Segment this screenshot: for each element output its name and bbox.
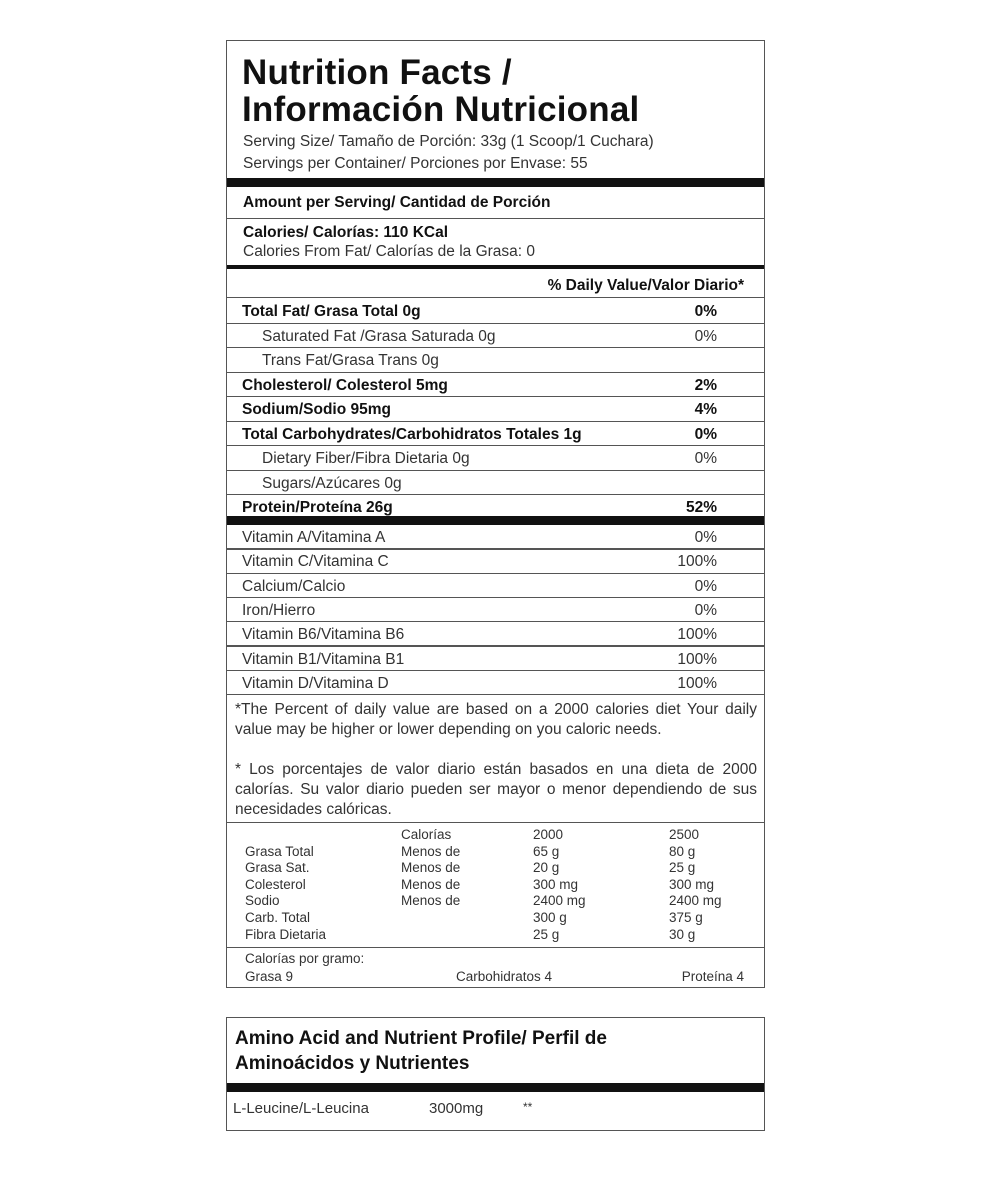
- calories-from-fat: Calories From Fat/ Calorías de la Grasa: 0: [243, 243, 536, 260]
- nutrient-row: [227, 373, 764, 398]
- reference-col-nutrient: [245, 827, 326, 943]
- calories-per-gram-carbs: Carbohidratos 4: [456, 969, 553, 984]
- divider-medium: [227, 265, 764, 269]
- vitamin-row: [227, 525, 764, 549]
- title-line-2: Información Nutricional: [242, 90, 640, 129]
- nutrient-row-percent: 52%: [685, 499, 717, 516]
- vitamin-row-label: Vitamin C/Vitamina C: [242, 553, 389, 571]
- reference-cell: [401, 927, 460, 944]
- vitamin-row-percent: 100%: [677, 674, 717, 692]
- reference-cell: Menos de: [401, 843, 461, 859]
- reference-cell: 25 g: [669, 860, 696, 876]
- divider-thick: [227, 178, 764, 187]
- vitamin-row-label: Iron/Hierro: [242, 601, 316, 619]
- vitamin-row: [227, 598, 764, 622]
- reference-cell: Grasa Total: [245, 843, 314, 859]
- amount-per-serving: Amount per Serving/ Cantidad de Porción: [243, 194, 551, 211]
- nutrient-row-percent: 0%: [694, 303, 717, 320]
- reference-cell: 300 mg: [669, 876, 715, 892]
- reference-cell: 2400 mg: [533, 893, 586, 909]
- reference-cell: Colesterol: [245, 876, 306, 892]
- nutrient-row-percent: 0%: [694, 327, 717, 345]
- vitamin-row-percent: 0%: [694, 577, 717, 595]
- reference-cell: 20 g: [533, 860, 560, 876]
- divider: [227, 822, 764, 823]
- nutrient-row-label: Cholesterol/ Colesterol 5mg: [242, 376, 448, 394]
- reference-cell: Carb. Total: [245, 909, 311, 925]
- reference-cell: 65 g: [533, 843, 560, 859]
- title-line-1: Nutrition Facts /: [242, 53, 512, 92]
- vitamin-row-label: Vitamin B1/Vitamina B1: [242, 650, 405, 668]
- reference-col-2500: [669, 827, 722, 943]
- nutrient-row-percent: 0%: [694, 425, 717, 443]
- amino-title-line-1: Amino Acid and Nutrient Profile/ Perfil de: [235, 1028, 607, 1049]
- servings-per-container: Servings per Container/ Porciones por Envase: 55: [243, 155, 588, 172]
- vitamin-row-label: Vitamin D/Vitamina D: [242, 674, 389, 692]
- nutrient-row-percent: 2%: [694, 376, 717, 394]
- reference-cell: Menos de: [401, 893, 461, 909]
- amino-title-line-2: Aminoácidos y Nutrientes: [235, 1053, 470, 1074]
- vitamin-row: [227, 671, 764, 695]
- vitamin-row-percent: 100%: [677, 553, 717, 571]
- amino-row: [227, 1100, 764, 1122]
- divider: [227, 218, 764, 219]
- reference-cell: 2400 mg: [669, 893, 722, 909]
- nutrient-row-percent: 4%: [694, 401, 717, 418]
- reference-col-2000: [533, 827, 586, 943]
- divider-thick: [227, 1083, 764, 1092]
- calories-per-gram-title: Calorías por gramo:: [245, 951, 365, 966]
- divider-thick: [227, 516, 764, 525]
- calories: Calories/ Calorías: 110 KCal: [243, 224, 449, 241]
- reference-cell: Fibra Dietaria: [245, 926, 327, 942]
- reference-cell: Menos de: [401, 876, 461, 892]
- vitamin-row-label: Calcium/Calcio: [242, 577, 346, 595]
- divider: [227, 694, 764, 695]
- amino-note: **: [523, 1100, 533, 1114]
- reference-cell: 300 g: [533, 909, 567, 925]
- reference-cell: 2000: [533, 827, 564, 842]
- nutrient-row-label: Protein/Proteína 26g: [242, 499, 393, 516]
- nutrient-row-label: Dietary Fiber/Fibra Dietaria 0g: [262, 450, 470, 467]
- reference-cell: Sodio: [245, 893, 280, 909]
- reference-col-limit: [401, 827, 460, 943]
- amino-name: L-Leucine/L-Leucina: [233, 1100, 369, 1117]
- reference-cell: 2500: [669, 827, 700, 842]
- reference-cell: 375 g: [669, 909, 703, 925]
- nutrient-row: [227, 397, 764, 422]
- reference-cell: [401, 910, 460, 927]
- nutrient-row: [227, 446, 764, 471]
- reference-cell: 30 g: [669, 926, 696, 942]
- nutrient-row: [227, 324, 764, 349]
- nutrient-row-label: Saturated Fat /Grasa Saturada 0g: [262, 327, 496, 345]
- nutrient-row-label: Sodium/Sodio 95mg: [242, 401, 391, 418]
- reference-cell: [245, 827, 326, 844]
- nutrient-row: [227, 422, 764, 447]
- reference-cell: Menos de: [401, 860, 461, 876]
- vitamin-row: [227, 574, 764, 598]
- reference-cell: 80 g: [669, 843, 696, 859]
- calories-per-gram-fat: Grasa 9: [245, 969, 294, 984]
- vitamin-row: [227, 647, 764, 671]
- nutrient-row: [227, 348, 764, 373]
- nutrient-row-label: Total Carbohydrates/Carbohidratos Totales 1g: [242, 425, 582, 443]
- footnote-english: *The Percent of daily value are based on a 2000 calories diet Your daily value may be higher or lower depending on you caloric needs.: [235, 701, 757, 738]
- divider: [227, 947, 764, 948]
- nutrient-row-percent: 0%: [694, 450, 717, 467]
- reference-cell: 300 mg: [533, 876, 579, 892]
- vitamin-row-label: Vitamin B6/Vitamina B6: [242, 626, 405, 644]
- calories-per-gram-protein: Proteína 4: [681, 969, 744, 984]
- vitamin-row-percent: 0%: [694, 529, 717, 546]
- nutrient-row: [227, 299, 764, 324]
- reference-cell: Grasa Sat.: [245, 860, 310, 876]
- vitamin-row: [227, 622, 764, 646]
- nutrition-facts-label: [226, 40, 765, 988]
- vitamin-row-percent: 100%: [677, 650, 717, 668]
- nutrient-row: [227, 471, 764, 496]
- nutrient-row-label: Total Fat/ Grasa Total 0g: [242, 303, 421, 320]
- amino-acid-profile: [226, 1017, 765, 1131]
- amino-amount: 3000mg: [429, 1100, 484, 1117]
- vitamin-row-label: Vitamin A/Vitamina A: [242, 529, 386, 546]
- daily-value-header: % Daily Value/Valor Diario*: [547, 277, 744, 294]
- reference-cell: 25 g: [533, 926, 560, 942]
- vitamin-row-percent: 0%: [694, 601, 717, 619]
- nutrient-row-label: Trans Fat/Grasa Trans 0g: [262, 352, 439, 369]
- reference-cell: Calorías: [401, 827, 452, 842]
- serving-size: Serving Size/ Tamaño de Porción: 33g (1 Scoop/1 Cuchara): [243, 133, 654, 150]
- nutrient-row-label: Sugars/Azúcares 0g: [262, 474, 402, 492]
- footnote-spanish: * Los porcentajes de valor diario están basados en una dieta de 2000 calorías. Su valor diario pueden ser mayor o menor dependiendo de sus necesidades calóricas.: [235, 761, 757, 818]
- vitamin-row-percent: 100%: [677, 626, 717, 644]
- vitamin-row: [227, 549, 764, 573]
